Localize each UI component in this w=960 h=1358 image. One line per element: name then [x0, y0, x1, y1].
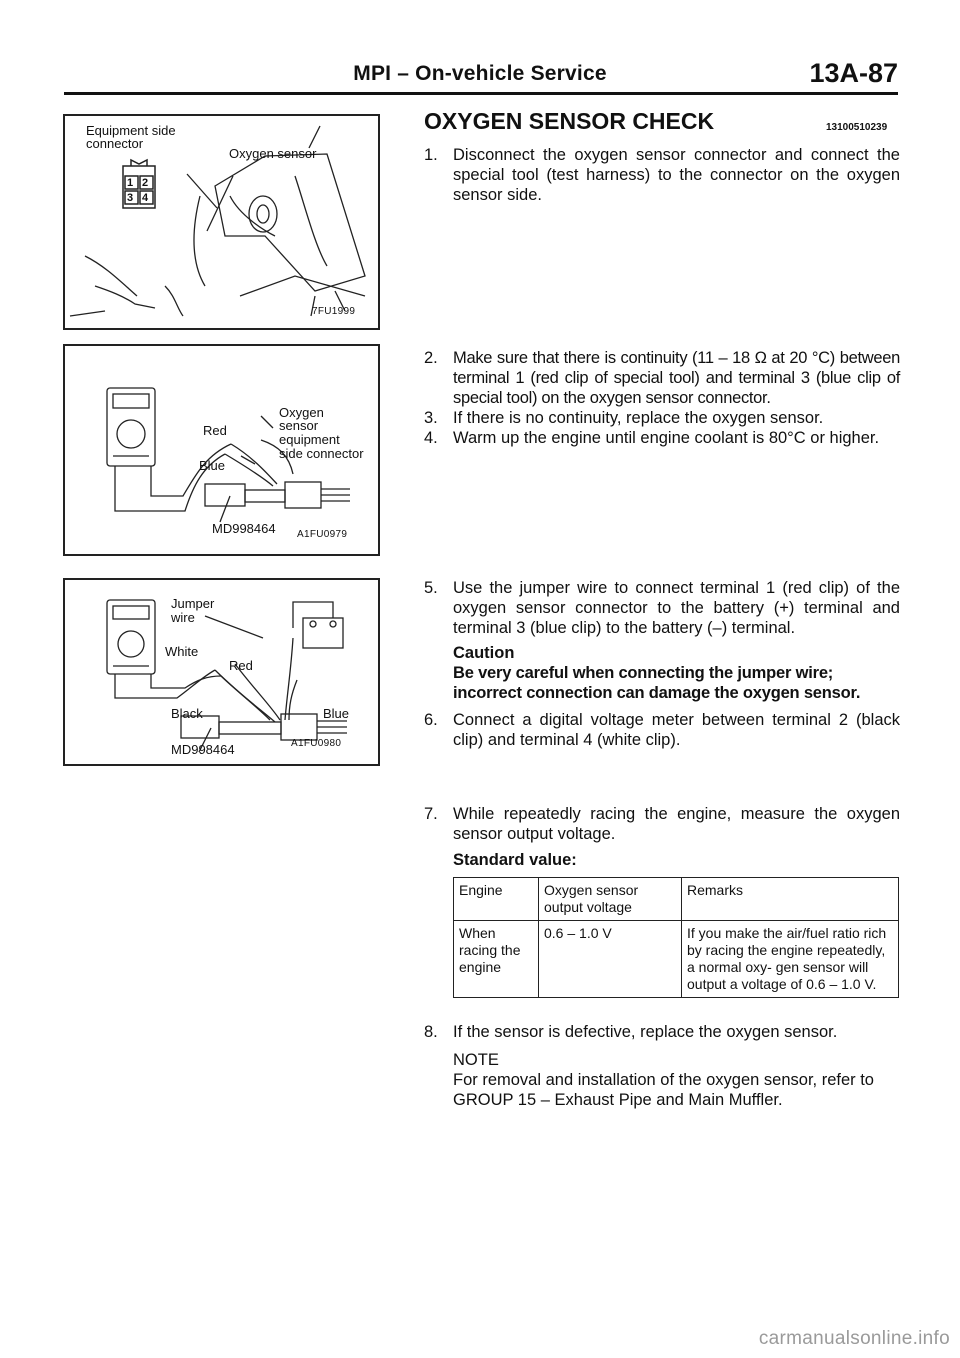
step-7 — [424, 804, 900, 844]
page-number: 13A-87 — [809, 58, 898, 88]
figure3-label-white: White — [165, 644, 199, 659]
figure2-label-equipment: equipment — [279, 432, 340, 447]
figure-connector-location — [63, 114, 380, 330]
step-number: 8. — [424, 1023, 438, 1041]
figure3-label-jumper: Jumper — [171, 596, 215, 611]
step-2 — [424, 348, 900, 408]
pin-label-4: 4 — [142, 192, 149, 204]
page-header-title: MPI – On-vehicle Service — [353, 62, 607, 85]
figure3-label-wire: wire — [171, 610, 195, 625]
figure2-label-blue: Blue — [199, 458, 226, 473]
table-cell-voltage: 0.6 – 1.0 V — [539, 921, 682, 998]
step-text: Disconnect the oxygen sensor connector and connect the special tool (test harness) to the connector on the oxygen sensor side. — [453, 146, 900, 204]
figure2-code: A1FU0979 — [297, 529, 348, 540]
figure2-label-sensor: sensor — [279, 418, 319, 433]
step-number: 2. — [424, 349, 438, 367]
figure1-code: 7FU1999 — [312, 306, 356, 317]
step-number: 6. — [424, 711, 438, 729]
step-number: 3. — [424, 409, 438, 427]
step-3 — [424, 408, 900, 428]
figure3-label-red: Red — [229, 658, 253, 673]
caution-text: Be very careful when connecting the jumper wire; incorrect connection can damage the oxygen sensor. — [453, 664, 861, 702]
section-title: OXYGEN SENSOR CHECK — [424, 108, 715, 134]
figure2-label-side-connector: side connector — [279, 446, 364, 461]
step-text: While repeatedly racing the engine, measure the oxygen sensor output voltage. — [453, 805, 900, 843]
figure3-label-black: Black — [171, 706, 203, 721]
figure2-label-oxygen: Oxygen — [279, 405, 324, 420]
standard-value-label: Standard value: — [453, 851, 577, 869]
connector-right-icon — [281, 714, 317, 740]
caution-heading: Caution — [453, 644, 515, 662]
battery-icon — [303, 618, 343, 648]
note-text: For removal and installation of the oxygen sensor, refer to GROUP 15 – Exhaust Pipe and Main Muffler. — [453, 1071, 874, 1109]
pin-label-1: 1 — [127, 177, 134, 189]
section-code: 13100510239 — [826, 122, 888, 133]
connector-right-icon — [285, 482, 321, 508]
step-text: Warm up the engine until engine coolant is 80°C or higher. — [453, 429, 880, 447]
step-text: Use the jumper wire to connect terminal 1 (red clip) of the oxygen sensor connector to the battery (+) terminal and terminal 3 (blue clip) to the battery (–) terminal. — [453, 579, 900, 637]
step-1 — [424, 145, 900, 205]
table-header-row — [454, 878, 899, 921]
figure2-label-red: Red — [203, 423, 227, 438]
step-text: If there is no continuity, replace the oxygen sensor. — [453, 409, 824, 427]
connector-left-icon — [205, 484, 245, 506]
figure3-code: A1FU0980 — [291, 738, 342, 749]
header-rule — [64, 92, 898, 95]
step-8 — [424, 1022, 900, 1042]
step-5 — [424, 578, 900, 638]
step-number: 4. — [424, 429, 438, 447]
step-number: 5. — [424, 579, 438, 597]
figure-continuity-check — [63, 344, 380, 556]
step-number: 1. — [424, 146, 438, 164]
pin-label-2: 2 — [142, 177, 149, 189]
step-number: 7. — [424, 805, 438, 823]
watermark: carmanualsonline.info — [758, 1328, 950, 1349]
step-text: Connect a digital voltage meter between terminal 2 (black clip) and terminal 4 (white clip). — [453, 711, 900, 749]
voltage-check-illustration — [65, 580, 378, 764]
figure3-label-tool-number: MD998464 — [171, 742, 235, 757]
figure1-label-equipment-side: Equipment side — [86, 123, 176, 138]
note-heading: NOTE — [453, 1051, 499, 1069]
table-header-output-voltage: Oxygen sensor output voltage — [539, 878, 682, 921]
table-cell-engine: When racing the engine — [454, 921, 539, 998]
table-cell-remarks: If you make the air/fuel ratio rich by racing the engine repeatedly, a normal oxy- gen sensor will output a voltage of 0.6 – 1.0 V. — [682, 921, 899, 998]
multimeter-icon — [107, 388, 155, 466]
step-text: Make sure that there is continuity (11 – 18 Ω at 20 °C) between terminal 1 (red clip of special tool) and terminal 3 (blue clip of special tool) on the oxygen sensor connector. — [453, 349, 900, 407]
step-6 — [424, 710, 900, 750]
step-4 — [424, 428, 900, 448]
table-header-remarks: Remarks — [682, 878, 899, 921]
figure2-label-tool-number: MD998464 — [212, 521, 276, 536]
table-row — [454, 921, 899, 998]
step-text: If the sensor is defective, replace the oxygen sensor. — [453, 1023, 838, 1041]
figure-voltage-check — [63, 578, 380, 766]
standard-value-table — [453, 877, 899, 998]
table-header-engine: Engine — [454, 878, 539, 921]
pin-label-3: 3 — [127, 192, 134, 204]
figure1-label-connector: connector — [86, 136, 144, 151]
figure1-label-oxygen-sensor: Oxygen sensor — [229, 146, 317, 161]
voltmeter-icon — [107, 600, 155, 674]
figure3-label-blue: Blue — [323, 706, 350, 721]
